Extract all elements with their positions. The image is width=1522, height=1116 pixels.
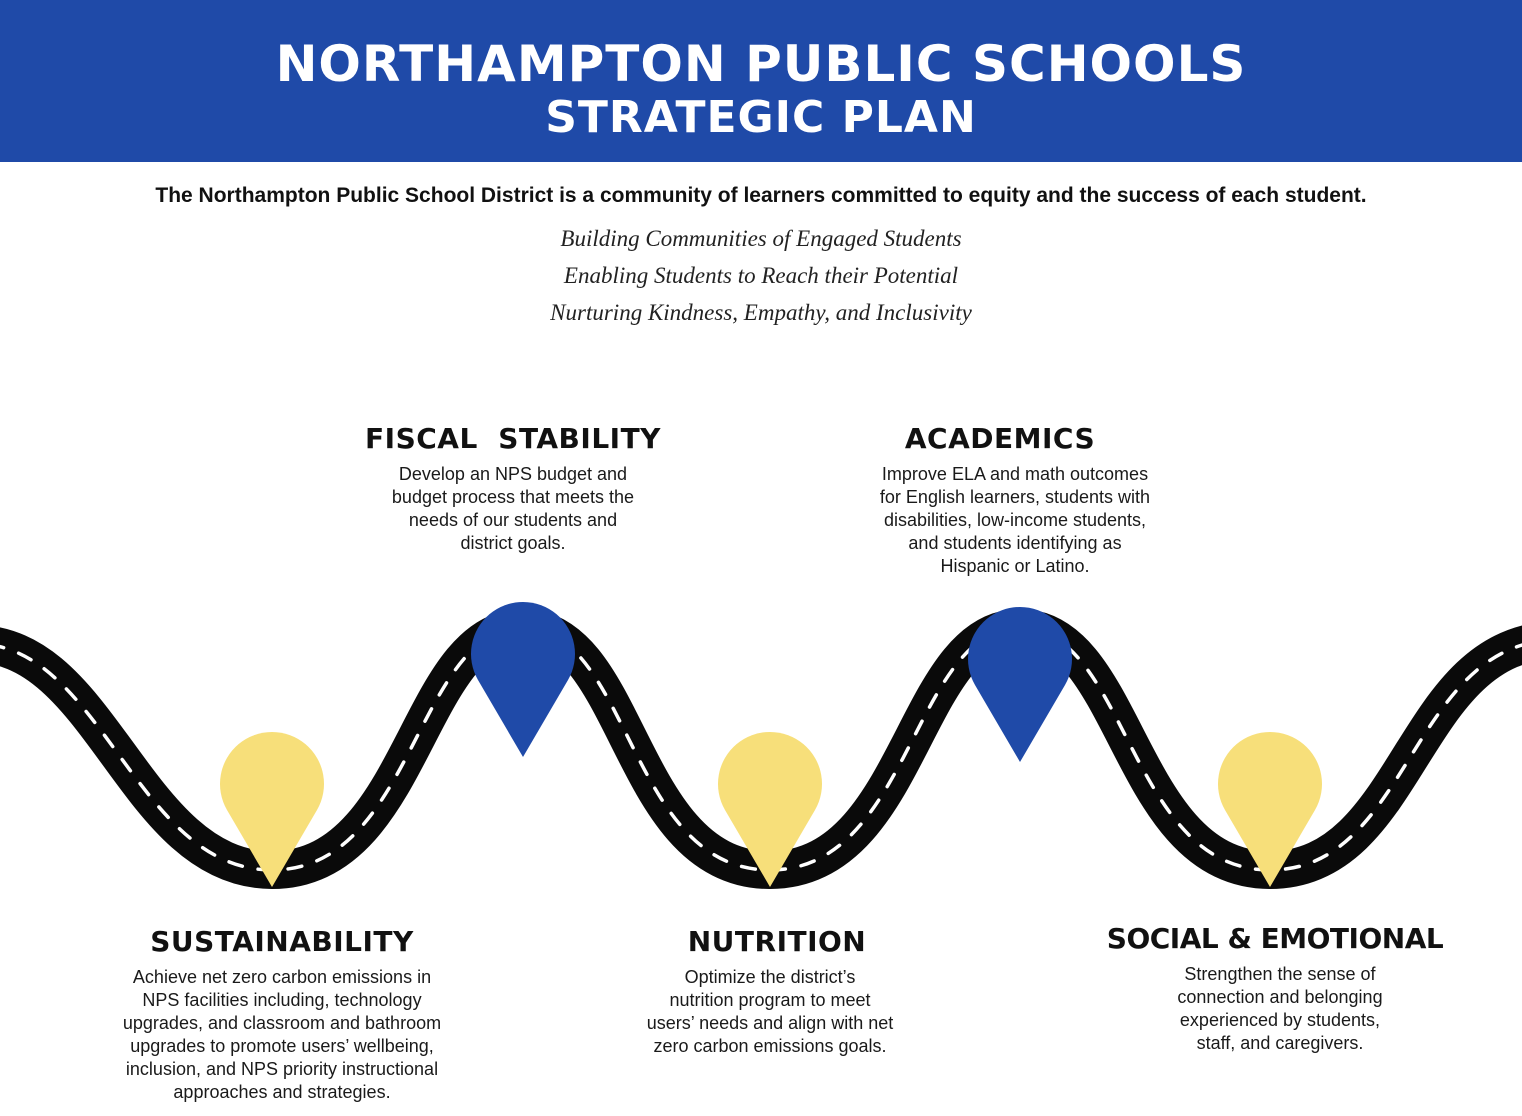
values-list	[0, 220, 1522, 331]
goal-title: NUTRITION	[687, 925, 867, 958]
winding-road-icon	[0, 560, 1522, 920]
goal-academics	[845, 421, 1185, 578]
goal-description: Develop an NPS budget and budget process that meets the needs of our students and district goals.	[391, 464, 635, 553]
map-pin-icon	[471, 602, 575, 757]
goal-social-emotional	[1106, 921, 1450, 1055]
goal-title: SOCIAL & EMOTIONAL	[1106, 922, 1444, 955]
map-pin-icon	[968, 607, 1072, 762]
value-item: Building Communities of Engaged Students	[560, 226, 962, 251]
goal-description: Achieve net zero carbon emissions in NPS facilities including, technology upgrades, and classroom and bathroom upgrades to promote users’ wellbeing, inclusion, and NPS priority instructional approaches and strategies.	[122, 967, 442, 1102]
goal-description: Strengthen the sense of connection and belonging experienced by students, staff, and caregivers.	[1177, 964, 1383, 1053]
goal-fiscal-stability	[343, 421, 683, 555]
page-title: NORTHAMPTON PUBLIC SCHOOLS	[275, 35, 1247, 93]
page-subtitle: STRATEGIC PLAN	[545, 92, 977, 143]
value-item: Enabling Students to Reach their Potential	[563, 263, 959, 288]
goal-sustainability	[92, 924, 472, 1104]
goal-nutrition	[610, 924, 930, 1058]
goal-description: Optimize the district’s nutrition program to meet users’ needs and align with net zero carbon emissions goals.	[646, 967, 894, 1056]
header-banner	[0, 0, 1522, 162]
goal-title: FISCAL STABILITY	[365, 422, 661, 455]
goal-description: Improve ELA and math outcomes for English learners, students with disabilities, low-income students, and students identifying as Hispanic or Latino.	[879, 464, 1151, 576]
goal-title: ACADEMICS	[904, 422, 1096, 455]
value-item: Nurturing Kindness, Empathy, and Inclusivity	[550, 300, 972, 325]
goal-title: SUSTAINABILITY	[150, 925, 414, 958]
mission-statement: The Northampton Public School District is a community of learners committed to equity and the success of each student.	[155, 184, 1367, 207]
